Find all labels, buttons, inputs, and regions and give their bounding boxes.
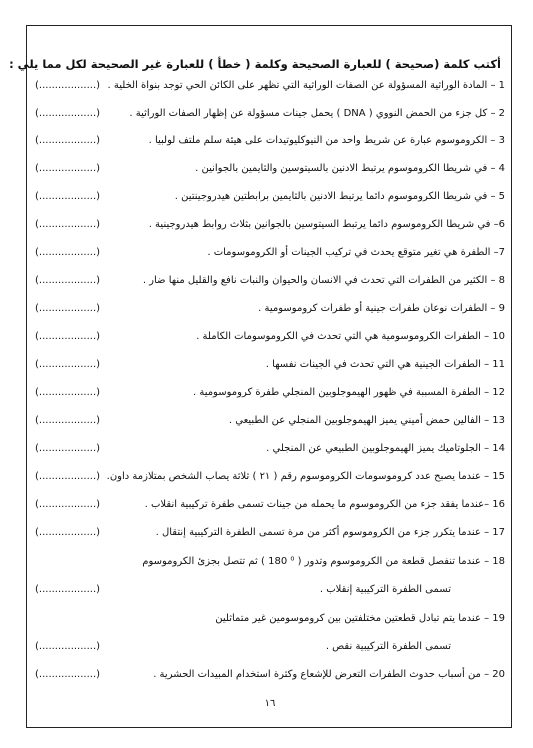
answer-blank: (..................): [35, 669, 101, 680]
answer-blank: (..................): [35, 471, 101, 482]
question-text: 20 – من أسباب حدوث الطفرات التعرض للإشعاع وكثرة استخدام المبيدات الحشرية .: [153, 669, 505, 680]
question-continuation-text: تسمى الطفرة التركيبية إنقلاب .: [319, 584, 451, 595]
question-row-18-continuation: [27, 580, 513, 600]
answer-blank: (..................): [35, 108, 101, 119]
question-row-6: [27, 215, 513, 235]
question-text: 1 – المادة الوراثية المسؤولة عن الصفات الوراثية التي تظهر على الكائن الحي توجد بنواة الخلية .: [107, 80, 505, 91]
answer-blank: (..................): [35, 219, 101, 230]
question-text: 15 – عندما يصبح عدد كروموسومات الكروموسوم رقم ( ٢١ ) ثلاثة يصاب الشخص بمتلازمة داون.: [106, 471, 505, 482]
question-row-16: [27, 495, 513, 515]
question-row-3: [27, 131, 513, 151]
question-row-13: [27, 411, 513, 431]
answer-blank: (..................): [35, 584, 101, 595]
answer-blank: (..................): [35, 80, 101, 91]
question-row-15: [27, 467, 513, 487]
page-frame: [9, 25, 512, 728]
question-row-19-continuation: [27, 637, 513, 657]
question-row-9: [27, 299, 513, 319]
question-row-4: [27, 159, 513, 179]
answer-blank: (..................): [35, 415, 101, 426]
question-row-10: [27, 327, 513, 347]
question-row-1: [27, 76, 513, 96]
question-text: 9 – الطفرات نوعان طفرات جينية أو طفرات كروموسومية .: [258, 303, 505, 314]
question-text: 18 – عندما تنفصل قطعة من الكروموسوم وتدور ( ⁰ 180 ) ثم تتصل بجزئ الكروموسوم: [142, 556, 505, 567]
question-row-12: [27, 383, 513, 403]
answer-blank: (..................): [35, 247, 101, 258]
question-text: 19 – عندما يتم تبادل قطعتين مختلفتين بين كروموسومين غير متماثلين: [215, 613, 505, 624]
question-text: 4 – في شريطا الكروموسوم يرتبط الادنين بالسيتوسين والثايمين بالجوانين .: [195, 163, 505, 174]
question-row-19: [27, 609, 513, 629]
question-text: 7– الطفرة هي تغير متوقع يحدث في تركيب الجينات أو الكروموسومات .: [207, 247, 505, 258]
question-text: 13 – الفالين حمض أميني يميز الهيموجلوبين المنجلي عن الطبيعي .: [228, 415, 505, 426]
question-row-5: [27, 187, 513, 207]
question-text: 14 – الجلوتاميك يميز الهيموجلوبين الطبيعي عن المنجلي .: [266, 443, 505, 454]
question-text: 3 – الكروموسوم عبارة عن شريط واحد من النيوكليوتيدات على هيئة سلم ملتف لولبيا .: [148, 135, 505, 146]
question-row-2: [27, 104, 513, 124]
question-text: 11 – الطفرات الجينية هي التي تحدث في الجينات نفسها .: [265, 359, 505, 370]
question-row-17: [27, 523, 513, 543]
question-row-20: [27, 665, 513, 685]
question-text: 10 – الطفرات الكروموسومية هي التي تحدث في الكروموسومات الكاملة .: [196, 331, 505, 342]
question-row-7: [27, 243, 513, 263]
answer-blank: (..................): [35, 191, 101, 202]
answer-blank: (..................): [35, 641, 101, 652]
answer-blank: (..................): [35, 359, 101, 370]
question-text: 5 – في شريطا الكروموسوم دائما يرتبط الادنين بالثايمين برابطتين هيدروجينتين .: [174, 191, 505, 202]
question-text: 8 – الكثير من الطفرات التي تحدث في الانسان والحيوان والنبات نافع والقليل منها ضار .: [142, 275, 505, 286]
answer-blank: (..................): [35, 303, 101, 314]
question-text: 12 – الطفرة المسببة في ظهور الهيموجلوبين المنجلي طفرة كروموسومية .: [192, 387, 505, 398]
question-text: 6– في شريطا الكروموسوم دائما يرتبط السيتوسين بالجوانين بثلاث روابط هيدروجينية .: [148, 219, 505, 230]
question-row-8: [27, 271, 513, 291]
answer-blank: (..................): [35, 331, 101, 342]
answer-blank: (..................): [35, 387, 101, 398]
answer-blank: (..................): [35, 163, 101, 174]
question-continuation-text: تسمى الطفرة التركيبية نقص .: [325, 641, 451, 652]
answer-blank: (..................): [35, 443, 101, 454]
question-text: 2 – كل جزء من الحمض النووي ( DNA ) يحمل جينات مسؤولة عن إظهار الصفات الوراثية .: [129, 108, 505, 119]
answer-blank: (..................): [35, 275, 101, 286]
question-text: 16 –عندما يفقد جزء من الكروموسوم ما يحمله من جينات تسمى طفرة تركيبية انقلاب .: [144, 499, 505, 510]
page-number: ١٦: [264, 698, 276, 709]
question-row-14: [27, 439, 513, 459]
answer-blank: (..................): [35, 499, 101, 510]
question-row-11: [27, 355, 513, 375]
answer-blank: (..................): [35, 527, 101, 538]
question-row-18: [27, 552, 513, 572]
answer-blank: (..................): [35, 135, 101, 146]
question-text: 17 – عندما يتكرر جزء من الكروموسوم أكثر من مرة تسمى الطفرة التركيبية إنتقال .: [155, 527, 505, 538]
instructions-heading: أكتب كلمة (صحيحة ) للعبارة الصحيحة وكلمة ( خطأ ) للعبارة غير الصحيحة لكل مما يلي :: [9, 57, 501, 71]
